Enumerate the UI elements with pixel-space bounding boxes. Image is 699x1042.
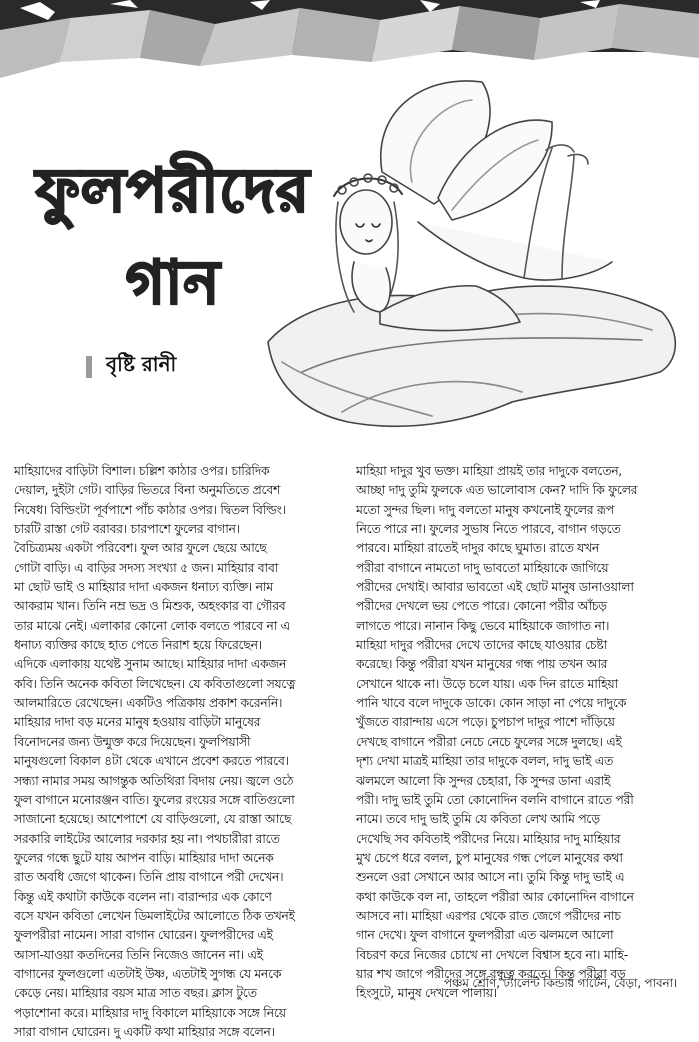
author-name: বৃষ্টি রানী [106,352,177,376]
text-line: শুনলে ওরা সেখানে আর আসে না। তুমি কিন্তু দাদু ভাই এ [356,870,625,885]
text-line: ঝলমলে আলো কি সুন্দর চেহারা, কি সুন্দর ডানা এরাই [356,773,611,788]
text-line: সেখানে থাকে না। উড়ে চলে যায়। এক দিন রাতে মাহিয়া [356,676,618,691]
text-line: মাহিয়া দাদুর পরীদের দেখে তাদের কাছে যাওয়ার চেষ্টা [356,638,607,653]
text-line: বিচরণ করে নিজের চোখে না দেখলে বিশ্বাস হবে না। মাহি- [356,947,628,962]
text-line: রাত অবধি জেগে থাকেন। তিনি প্রায় বাগানে পরী দেখেন। [14,870,284,885]
text-line: আসা-যাওয়া কতদিনের তিনি নিজেও জানেন না। এই [14,947,263,962]
decorative-banner [0,0,699,80]
text-line: খুঁজতে বারান্দায় এসে পড়ে। চুপচাপ দাদুর পাশে দাঁড়িয়ে [356,715,615,730]
text-line: কিন্তু এই কথাটা কাউকে বলেন না। বারান্দার এক কোণে [14,889,272,904]
text-line: নিষেধ। বিল্ডিংটা পূর্বপাশে পাঁচ কাঠার ওপর। দ্বিতল বিল্ডিং। [14,502,286,517]
text-line: ফুলপরীরা নামেন। সারা বাগান ঘোরেন। ফুলপরীদের এই [14,928,273,943]
text-line: মানুষগুলো বিকাল ৪টা থেকে এখানে প্রবেশ করতে পারবে। [14,754,289,769]
text-line: নিতে পারে না। ফুলের সুভাষ নিতে পারবে, বাগান গড়তে [356,522,621,537]
text-line: সারা বাগান ঘোরেন। দু একটি কথা মাহিয়ার সঙ্গে বলেন। [14,1024,275,1039]
text-line: কবি। তিনি অনেক কবিতা লিখেছেন। যে কবিতাগুলো সযত্নে [14,676,296,691]
text-line: কথা কাউকে বল না, তাহলে পরীরা আর কোনোদিন বাগানে [356,889,634,904]
text-line: সরকারি লাইটের আলোর দরকার হয় না। পথচারীরা রাতে [14,831,280,846]
text-line: বিনোদনের জন্য উন্মুক্ত করে দিয়েছেন। ফুলপিয়াসী [14,734,251,749]
author-byline: পঞ্চম শ্রেণি, ট্যালেন্ট কিন্ডার গার্টেন, বেড়া, পাবনা। [444,976,677,990]
text-line: মতো সুন্দর ছিল। দাদু বলতো মানুষ কখনোই ফুলের রূপ [356,502,614,517]
story-title [18,145,328,329]
text-line: পরীদের দেখাই। আবার ভাবতো এই ছোট মানুষ ডানাওয়ালা [356,580,634,595]
text-line: পরীদের দেখলে ভয় পেতে পারে। কোনো পরীর আঁচড় [356,599,607,614]
text-line: লাগতে পারে। নানান কিছু ভেবে মাহিয়াকে জাগাত না। [356,618,610,633]
text-line: দৃশ্য দেখা মাত্রই মাহিয়া তার দাদুকে বলল, দাদু ভাই এত [356,754,613,769]
text-line: ফুল বাগানে মনোরঞ্জন বাতি। ফুলের রংয়ের সঙ্গে বাতিগুলো [14,792,295,807]
text-line: কেড়ে নেয়। মাহিয়ার বয়স মাত্র সাত বছর। ক্লাস টুতে [14,986,257,1001]
author-marker [86,356,92,378]
text-line: করেছে। কিন্তু পরীরা যখন মানুষের গন্ধ পায় তখন আর [356,657,608,672]
text-line: দেয়াল, দুইটা গেট। বাড়ির ভিতরে বিনা অনুমতিতে প্রবেশ [14,483,281,498]
text-line: গান দেখে। ফুল বাগানে ফুলপরীরা এত ঝলমলে আলো [356,928,614,943]
text-line: গোটা বাড়ি। এ বাড়ির সদস্য সংখ্যা ৫ জন। মাহিয়ার বাবা [14,560,279,575]
text-line: নামে। তবে দাদু ভাই তুমি যে কবিতা লেখ আমি পড়ে [356,812,600,827]
text-line: মাহিয়ার দাদা বড় মনের মানুষ হওয়ায় বাড়িটা মানুষের [14,715,261,730]
text-line: বসে যখন কবিতা লেখেন ডিমলাইটের আলোতে ঠিক তখনই [14,908,295,923]
text-line: আকরাম খান। তিনি নম্র ভদ্র ও মিশুক, অহংকার বা গৌরব [14,599,286,614]
text-line: ফুলের গন্ধে ছুটে যায় আপন বাড়ি। মাহিয়ার দাদা অনেক [14,850,274,865]
text-line: পরীরা বাগানে নামতো দাদু ভাবতো মাহিয়াকে জাগিয়ে [356,560,609,575]
text-line: ধনাঢ্য ব্যক্তির কাছে হাত পেতে নিরাশ হয়ে ফিরেছেন। [14,638,262,653]
text-line: পানি খাবে বলে দাদুকে ডাকে। কোন সাড়া না পেয়ে দাদুকে [356,696,627,711]
text-line: আলমারিতে রেখেছেন। একটিও পত্রিকায় প্রকাশ করেননি। [14,696,283,711]
title-line-2: গান [125,248,221,318]
text-line: চারটি রাস্তা গেট বরাবর। চারপাশে ফুলের বাগান। [14,522,240,537]
text-line: বৈচিত্র্যময় একটা পরিবেশ। ফুল আর ফুলে ছেয়ে আছে [14,541,267,556]
text-line: মা ছোট ভাই ও মাহিয়ার দাদা একজন ধনাঢ্য ব্যক্তি। নাম [14,580,273,595]
text-line: দেখেছি সব কবিতাই পরীদের নিয়ে। মাহিয়ার দাদু মাহিয়ার [356,831,621,846]
text-line: পড়াশোনা করে। মাহিয়ার দাদু বিকালে মাহিয়াকে সঙ্গে নিয়ে [14,1005,286,1020]
story-column-right [356,462,688,1004]
text-line: এদিকে এলাকায় যথেষ্ট সুনাম আছে। মাহিয়ার দাদা একজন [14,657,287,672]
text-line: পরী। দাদু ভাই তুমি তো কোনোদিন বলনি বাগানে রাতে পরী [356,792,634,807]
text-line: সাজানো হয়েছে। আশেপাশে যে বাড়িগুলো, যে রাস্তা আছে [14,812,292,827]
text-line: মুখ চেপে ধরে বলল, চুপ মানুষের গন্ধ পেলে মানুষের কথা [356,850,623,865]
text-line: আসবে না। মাহিয়া এরপর থেকে রাত জেগে পরীদের নাচ [356,908,621,923]
author-block [86,350,176,383]
text-line: য়ার শখ জাগে পরীদের সঙ্গে বন্ধুত্ব করতে। কিন্তু পরীরা বড় [356,966,626,981]
text-line: হিংসুটে, মানুষ দেখলে পালায়। [356,986,497,1001]
text-line: আচ্ছা দাদু তুমি ফুলকে এত ভালোবাস কেন? দাদি কি ফুলের [356,483,638,498]
text-line: বাগানের ফুলগুলো এতটাই উষ্ণ, এতটাই সুগন্ধ যে মনকে [14,966,282,981]
text-line: মাহিয়া দাদুর খুব ভক্ত। মাহিয়া প্রায়ই তার দাদুকে বলতেন, [356,464,622,478]
story-column-left [14,462,346,1042]
title-line-1: ফুলপরীদের [35,156,311,226]
text-line: তার মাঝে নেই। এলাকার কোনো লোক বলতে পারবে না এ [14,618,290,633]
text-line: মাহিয়াদের বাড়িটা বিশাল। চল্লিশ কাঠার ওপর। চারিদিক [14,464,270,478]
text-line: পারবে। মাহিয়া রাতেই দাদুর কাছে ঘুমাত। রাতে যখন [356,541,599,556]
text-line: সন্ধ্যা নামার সময় আগন্তুক অতিথিরা বিদায় নেয়। জ্বলে ওঠে [14,773,294,788]
text-line: দেখছে বাগানে পরীরা নেচে নেচে ফুলের সঙ্গে দুলছে। এই [356,734,622,749]
